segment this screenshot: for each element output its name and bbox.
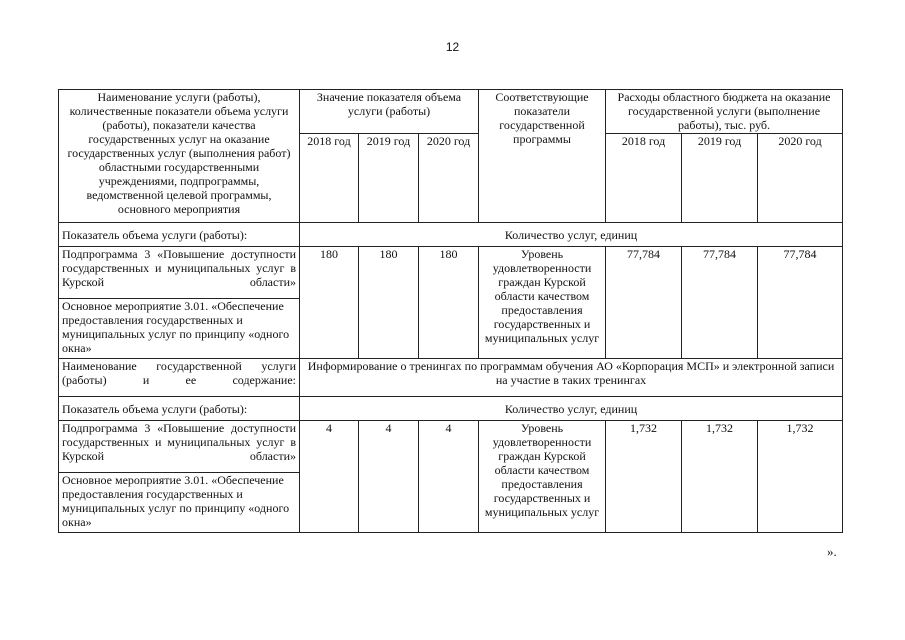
section1-indicator-value: Количество услуг, единиц bbox=[300, 223, 843, 247]
header-expense-year-2018: 2018 год bbox=[606, 134, 682, 223]
header-name-column: Наименование услуги (работы), количественные показатели объема услуги (работы), показатели качества государственных услуг на оказание государственных услуг (выполнения работ) областными государственными учреждениями, подпрограммы, ведомственной целевой программы, основного мероприятия bbox=[59, 90, 300, 223]
section1-expense-2019: 77,784 bbox=[682, 247, 758, 359]
header-value-column: Значение показателя объема услуги (работы) bbox=[300, 90, 479, 134]
section1-value-2019: 180 bbox=[359, 247, 419, 359]
section1-activity: Основное мероприятие 3.01. «Обеспечение предоставления государственных и муниципальных услуг по принципу «одного окна» bbox=[59, 299, 300, 359]
section2-subprogram: Подпрограмма 3 «Повышение доступности государственных и муниципальных услуг в Курской области» bbox=[59, 421, 300, 473]
section2-value-2018: 4 bbox=[300, 421, 359, 533]
services-table bbox=[58, 89, 843, 533]
section1-expense-2020: 77,784 bbox=[758, 247, 843, 359]
section2-name-label: Наименование государственной услуги (работы) и ее содержание: bbox=[59, 359, 300, 397]
section1-program-indicator: Уровень удовлетворенности граждан Курской области качеством предоставления государственных и муниципальных услуг bbox=[479, 247, 606, 359]
header-expense-year-2019: 2019 год bbox=[682, 134, 758, 223]
page-number: 12 bbox=[445, 40, 460, 54]
section2-activity: Основное мероприятие 3.01. «Обеспечение предоставления государственных и муниципальных услуг по принципу «одного окна» bbox=[59, 473, 300, 533]
closing-quote-mark: ». bbox=[827, 544, 837, 559]
header-expense-year-2020: 2020 год bbox=[758, 134, 843, 223]
header-expenses-column: Расходы областного бюджета на оказание государственной услуги (выполнение работы), тыс. руб. bbox=[606, 90, 843, 134]
section2-indicator-label: Показатель объема услуги (работы): bbox=[59, 397, 300, 421]
section1-indicator-label: Показатель объема услуги (работы): bbox=[59, 223, 300, 247]
section2-expense-2018: 1,732 bbox=[606, 421, 682, 533]
section2-program-indicator: Уровень удовлетворенности граждан Курской области качеством предоставления государственных и муниципальных услуг bbox=[479, 421, 606, 533]
header-value-year-2020: 2020 год bbox=[419, 134, 479, 223]
section2-indicator-value: Количество услуг, единиц bbox=[300, 397, 843, 421]
section1-expense-2018: 77,784 bbox=[606, 247, 682, 359]
section2-expense-2020: 1,732 bbox=[758, 421, 843, 533]
section2-value-2019: 4 bbox=[359, 421, 419, 533]
section2-value-2020: 4 bbox=[419, 421, 479, 533]
section1-subprogram: Подпрограмма 3 «Повышение доступности государственных и муниципальных услуг в Курской области» bbox=[59, 247, 300, 299]
header-value-year-2019: 2019 год bbox=[359, 134, 419, 223]
section1-value-2020: 180 bbox=[419, 247, 479, 359]
section2-name-value: Информирование о тренингах по программам обучения АО «Корпорация МСП» и электронной записи на участие в таких тренингах bbox=[300, 359, 843, 397]
section1-value-2018: 180 bbox=[300, 247, 359, 359]
header-program-column: Соответствующие показатели государственной программы bbox=[479, 90, 606, 223]
header-value-year-2018: 2018 год bbox=[300, 134, 359, 223]
section2-expense-2019: 1,732 bbox=[682, 421, 758, 533]
